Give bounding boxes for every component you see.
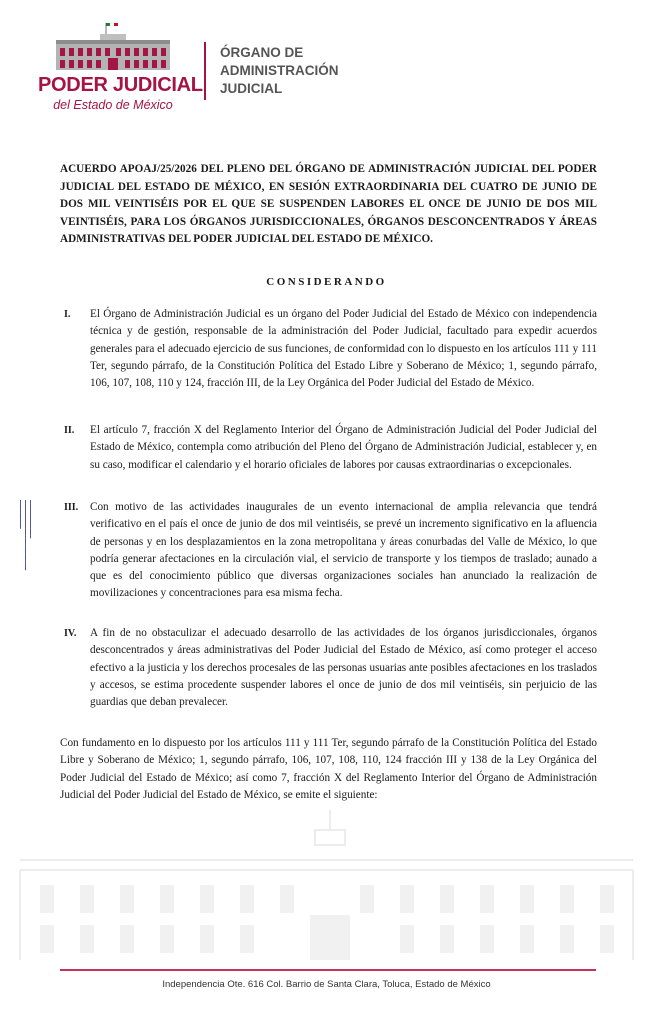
poder-judicial-logo — [38, 22, 203, 112]
footer-divider — [60, 969, 596, 971]
item-number: III. — [64, 502, 79, 513]
organo-name — [220, 44, 339, 98]
considerando-item — [60, 306, 597, 392]
item-number: I. — [64, 309, 71, 320]
organo-line-3: JUDICIAL — [220, 81, 283, 96]
document-title: ACUERDO APOAJ/25/2026 DEL PLENO DEL ÓRGANO DE ADMINISTRACIÓN JUDICIAL DEL PODER JUDICIAL DEL ESTADO DE MÉXICO, EN SESIÓN EXTRAORDINARIA DEL CUATRO DE JUNIO DE DOS MIL VEINTISÉIS POR EL QUE SE SUSPENDEN LABORES EL ONCE DE JUNIO DE DOS MIL VEINTISÉIS, PARA LOS ÓRGANOS JURISDICCIONALES, ÓRGANOS DESCONCENTRADOS Y ÁREAS ADMINISTRATIVAS DEL PODER JUDICIAL DEL ESTADO DE MÉXICO. — [60, 163, 597, 246]
item-text: El Órgano de Administración Judicial es un órgano del Poder Judicial del Estado de México con independencia técnica y de gestión, responsable de la administración del Poder Judicial, facultado para expedir acuerdos generales para el adecuado ejercicio de sus funciones, de conformidad con lo dispuesto en los artículos 111 y 111 Ter, segundo párrafo, de la Constitución Política del Estado Libre y Soberano de México; 1, segundo párrafo, 106, 107, 108, 110 y 124, fracción III, de la Ley Orgánica del Poder Judicial del Estado de México. — [90, 308, 597, 390]
organo-line-1: ÓRGANO DE — [220, 45, 304, 60]
signature-stamp-margin: ▬▬▬▬▬▬▬▬▬▬▬▬ ▬▬▬▬▬▬▬▬▬▬▬▬▬▬▬▬▬▬▬▬▬▬ ▬▬▬▬▬▬▬▬▬ — [19, 500, 33, 571]
item-text: A fin de no obstaculizar el adecuado desarrollo de las actividades de los órganos jurisdiccionales, órganos desconcentrados y áreas administrativas del Poder Judicial del Estado de México, así como proteger el acceso efectivo a la justicia y los derechos procesales de las personas usuarias ante posibles afectaciones en los traslados y accesos, se estima procedente suspender labores el once de junio de dos mil veintiséis, sin perjuicio de las guardias que deban prevalecer. — [90, 627, 597, 709]
building-watermark — [0, 800, 653, 960]
header-divider — [204, 42, 206, 100]
item-text: Con motivo de las actividades inaugurales de un evento internacional de amplia relevancia que tendrá verificativo en el país el once de junio de dos mil veintiséis, se prevé un incremento significativo en la afluencia de personas y en los desplazamientos en la zona metropolitana y áreas conurbadas del Valle de México, lo que podría generar afectaciones en la circulación vial, el servicio de transporte y los tiempos de traslado; aunado a que es del conocimiento público que diversas organizaciones sociales han anunciado la realización de movilizaciones y concentraciones para esa misma fecha. — [90, 501, 597, 600]
fundamento-paragraph: Con fundamento en lo dispuesto por los artículos 111 y 111 Ter, segundo párrafo de la Constitución Política del Estado Libre y Soberano de México; 1, segundo párrafo, 106, 107, 108, 110, 124 fracción III y 138 de la Ley Orgánica del Poder Judicial del Estado de México; así como 7, fracción X del Reglamento Interior del Órgano de Administración Judicial del Poder Judicial del Estado de México, se emite el siguiente: — [60, 737, 597, 801]
organo-line-2: ADMINISTRACIÓN — [220, 63, 339, 78]
page-header — [0, 0, 653, 120]
item-number: IV. — [64, 628, 77, 639]
considerando-item — [60, 422, 597, 474]
logo-subtitle: del Estado de México — [53, 98, 173, 112]
section-heading: CONSIDERANDO — [266, 276, 387, 288]
item-text: El artículo 7, fracción X del Reglamento Interior del Órgano de Administración Judicial del Poder Judicial del Estado de México, contempla como atribución del Pleno del Órgano de Administración Judicial, establecer y, en su caso, modificar el calendario y el horario oficiales de labores por causas extraordinarias o excepcionales. — [90, 424, 597, 471]
logo-title: PODER JUDICIAL — [38, 74, 203, 96]
considerando-item — [60, 499, 597, 603]
footer-address: Independencia Ote. 616 Col. Barrio de Santa Clara, Toluca, Estado de México — [162, 979, 491, 990]
item-number: II. — [64, 425, 75, 436]
considerando-item — [60, 625, 597, 711]
palace-building-icon — [46, 22, 180, 72]
